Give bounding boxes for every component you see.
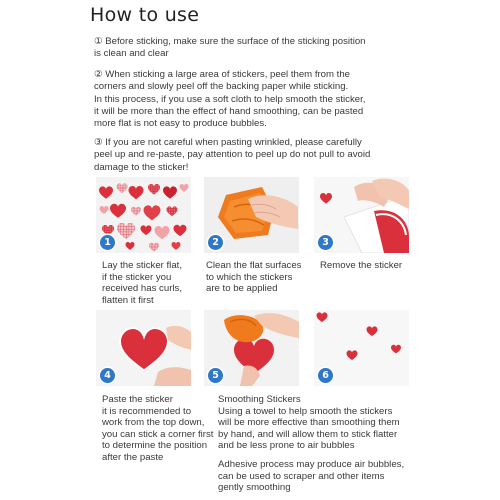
step-3-image xyxy=(314,177,409,253)
page-title: How to use xyxy=(90,4,200,26)
step-1-badge: 1 xyxy=(100,235,115,250)
step-3-caption: Remove the sticker xyxy=(320,260,403,271)
step-4-badge: 4 xyxy=(100,368,115,383)
step-5-caption: Smoothing Stickers Using a towel to help smooth the stickers will be more effective than smoothing them by hand, and will allow them to stick flatter and be less prone to air bubbles xyxy=(218,394,400,452)
step-5-note: Adhesive process may produce air bubbles, can be used to scraper and other items gently smoothing xyxy=(218,459,405,494)
step-2-caption: Clean the flat surfaces to which the stickers are to be applied xyxy=(206,260,302,295)
step-2-badge: 2 xyxy=(208,235,223,250)
instruction-1 xyxy=(94,36,434,61)
step-5-image xyxy=(204,310,299,386)
step-4-image xyxy=(96,310,191,386)
step-6-badge: 6 xyxy=(318,368,333,383)
instruction-2 xyxy=(94,69,434,130)
instruction-1-text: ① Before sticking, make sure the surface of the sticking position is clean and clear xyxy=(94,36,366,60)
step-1-image xyxy=(96,177,191,253)
step-1-caption: Lay the sticker flat, if the sticker you received has curls, flatten it first xyxy=(102,260,182,306)
step-5-badge: 5 xyxy=(208,368,223,383)
step-6-image xyxy=(314,310,409,386)
instruction-3 xyxy=(94,137,434,174)
step-2-image xyxy=(204,177,299,253)
instruction-3-text: ③ If you are not careful when pasting wrinkled, please carefully peel up and re-paste, pay attention to peel up do not pull to avoid damage to the sticker! xyxy=(94,137,371,173)
step-3-badge: 3 xyxy=(318,235,333,250)
step-4-caption: Paste the sticker it is recommended to work from the top down, you can stick a corner first to determine the position after the paste xyxy=(102,394,214,463)
instruction-2-text: ② When sticking a large area of stickers, peel them from the corners and slowly peel off the backing paper while sticking. In this process, if you use a soft cloth to help smooth the sticker, it will be more than the effect of hand smoothing, can be pasted more flat is not easy to produce bubbles. xyxy=(94,69,366,130)
